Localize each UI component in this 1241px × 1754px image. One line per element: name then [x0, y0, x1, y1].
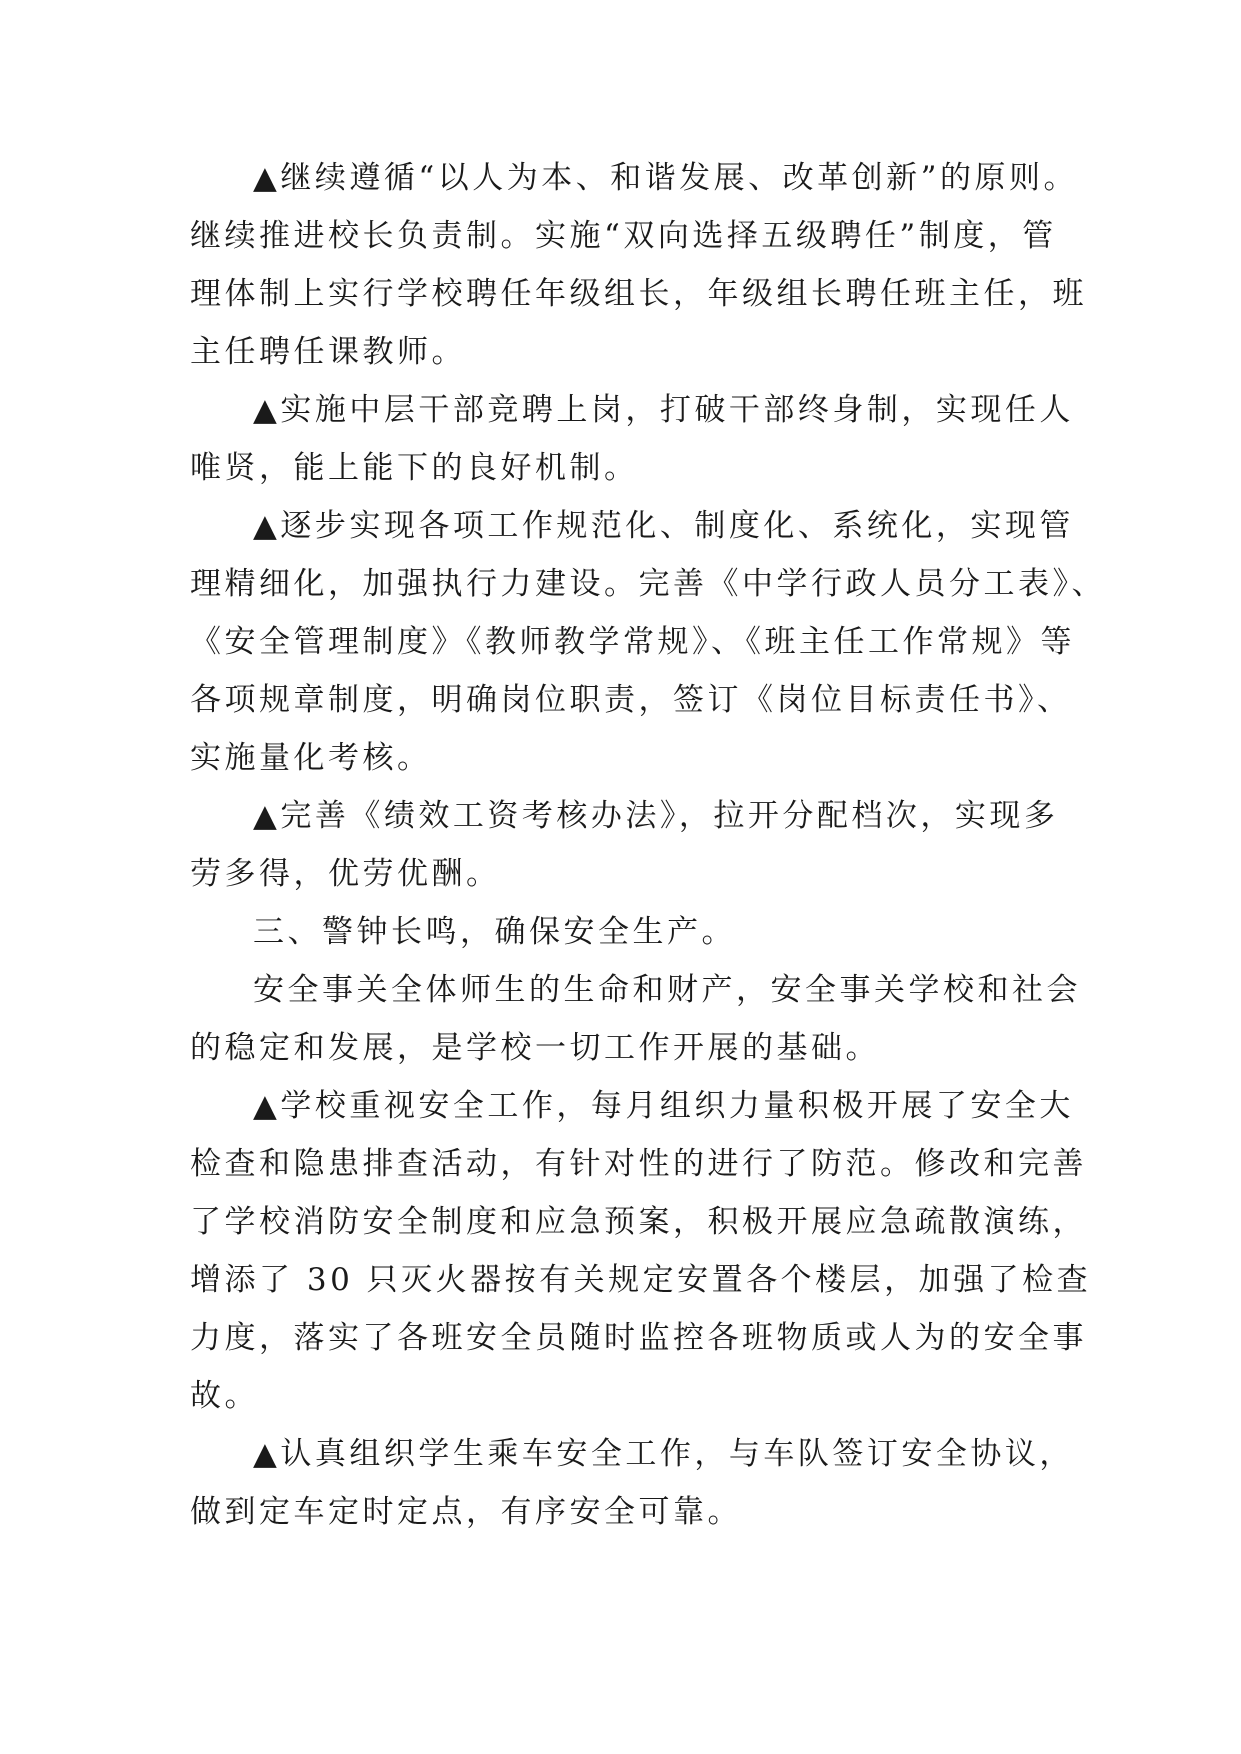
document-body — [190, 157, 1106, 1533]
paragraph-line: 做到定车定时定点，有序安全可靠。 — [190, 1494, 742, 1530]
paragraph-line: 故。 — [190, 1378, 259, 1414]
paragraph-line: ▲学校重视安全工作，每月组织力量积极开展了安全大 — [253, 1088, 1074, 1124]
paragraph-line: 的稳定和发展，是学校一切工作开展的基础。 — [190, 1030, 880, 1066]
paragraph-line: 实施量化考核。 — [190, 740, 432, 776]
section-heading: 三、警钟长鸣，确保安全生产。 — [253, 914, 736, 950]
paragraph-line: ▲逐步实现各项工作规范化、制度化、系统化，实现管 — [253, 508, 1074, 544]
paragraph-line: ▲继续遵循“以人为本、和谐发展、改革创新”的原则。 — [253, 160, 1079, 196]
paragraph-line: 各项规章制度，明确岗位职责，签订《岗位目标责任书》、 — [190, 682, 1072, 718]
paragraph-line: 劳多得，优劳优酬。 — [190, 856, 501, 892]
paragraph-line: ▲认真组织学生乘车安全工作，与车队签订安全协议， — [253, 1436, 1074, 1472]
paragraph-line: 了学校消防安全制度和应急预案，积极开展应急疏散演练， — [190, 1204, 1087, 1240]
paragraph-line: ▲实施中层干部竞聘上岗，打破干部终身制，实现任人 — [253, 392, 1074, 428]
paragraph-line: 唯贤，能上能下的良好机制。 — [190, 450, 639, 486]
paragraph-line: 增添了 30 只灭火器按有关规定安置各个楼层，加强了检查 — [190, 1262, 1092, 1298]
paragraph-line: 理体制上实行学校聘任年级组长，年级组长聘任班主任，班 — [190, 276, 1087, 312]
paragraph-line: 力度，落实了各班安全员随时监控各班物质或人为的安全事 — [190, 1320, 1087, 1356]
paragraph-line: 《安全管理制度》《教师教学常规》、《班主任工作常规》等 — [190, 624, 1075, 660]
paragraph-line: 继续推进校长负责制。实施“双向选择五级聘任”制度，管 — [190, 218, 1057, 254]
paragraph-line: 主任聘任课教师。 — [190, 334, 466, 370]
paragraph-line: 检查和隐患排查活动，有针对性的进行了防范。修改和完善 — [190, 1146, 1087, 1182]
paragraph-line: 理精细化，加强执行力建设。完善《中学行政人员分工表》、 — [190, 566, 1106, 602]
paragraph-line: 安全事关全体师生的生命和财产，安全事关学校和社会 — [253, 972, 1081, 1008]
paragraph-line: ▲完善《绩效工资考核办法》，拉开分配档次，实现多 — [253, 798, 1059, 834]
